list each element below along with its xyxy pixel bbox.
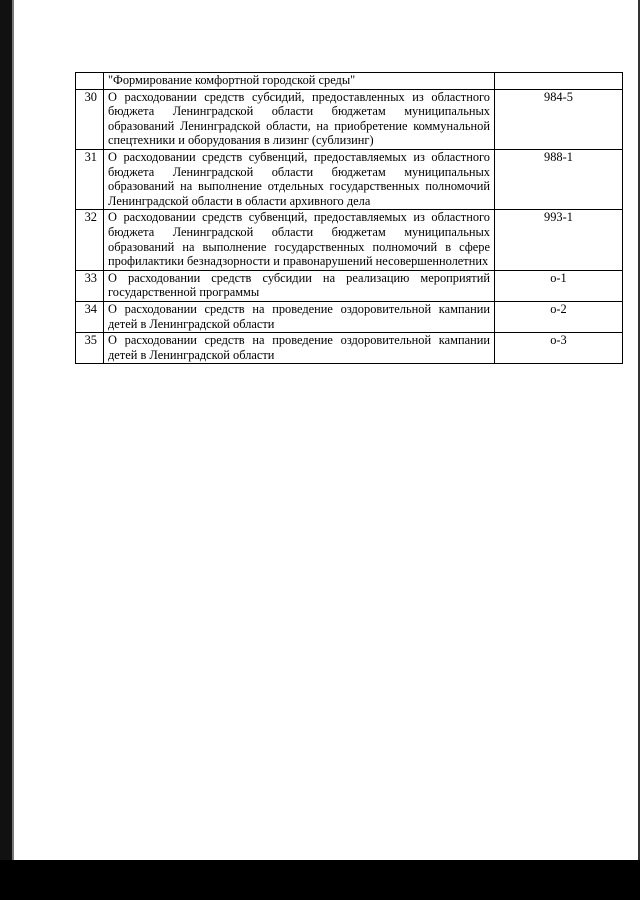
row-number: 32 <box>76 210 104 270</box>
table-row <box>76 73 623 90</box>
row-number: 31 <box>76 149 104 209</box>
row-number: 34 <box>76 301 104 332</box>
row-form-code: 984-5 <box>495 89 623 149</box>
row-form-code: о-2 <box>495 301 623 332</box>
scan-left-shadow <box>12 0 14 900</box>
table-row <box>76 333 623 364</box>
report-forms-table <box>75 72 623 364</box>
row-description: "Формирование комфортной городской среды" <box>104 73 495 90</box>
row-description: О расходовании средств на проведение оздоровительной кампании детей в Ленинградской области <box>104 333 495 364</box>
row-form-code: о-3 <box>495 333 623 364</box>
row-form-code: 993-1 <box>495 210 623 270</box>
row-form-code: о-1 <box>495 270 623 301</box>
table-row <box>76 270 623 301</box>
table-row <box>76 89 623 149</box>
scan-bottom-edge <box>0 860 640 900</box>
row-description: О расходовании средств субвенций, предоставляемых из областного бюджета Ленинградской области бюджетам муниципальных образований на выполнение отдельных государственных полномочий Ленинградской области в области архивного дела <box>104 149 495 209</box>
table-row <box>76 210 623 270</box>
row-description: О расходовании средств субвенций, предоставляемых из областного бюджета Ленинградской области бюджетам муниципальных образований на выполнение государственных полномочий в сфере профилактики безнадзорности и правонарушений несовершеннолетних <box>104 210 495 270</box>
row-number <box>76 73 104 90</box>
row-description: О расходовании средств субсидии на реализацию мероприятий государственной программы <box>104 270 495 301</box>
table-row <box>76 149 623 209</box>
row-description: О расходовании средств субсидий, предоставленных из областного бюджета Ленинградской области бюджетам муниципальных образований Ленинградской области, на приобретение коммунальной спецтехники и оборудования в лизинг (сублизинг) <box>104 89 495 149</box>
scan-left-edge <box>0 0 12 900</box>
row-number: 35 <box>76 333 104 364</box>
table-row <box>76 301 623 332</box>
row-number: 33 <box>76 270 104 301</box>
row-number: 30 <box>76 89 104 149</box>
row-form-code <box>495 73 623 90</box>
row-form-code: 988-1 <box>495 149 623 209</box>
row-description: О расходовании средств на проведение оздоровительной кампании детей в Ленинградской области <box>104 301 495 332</box>
